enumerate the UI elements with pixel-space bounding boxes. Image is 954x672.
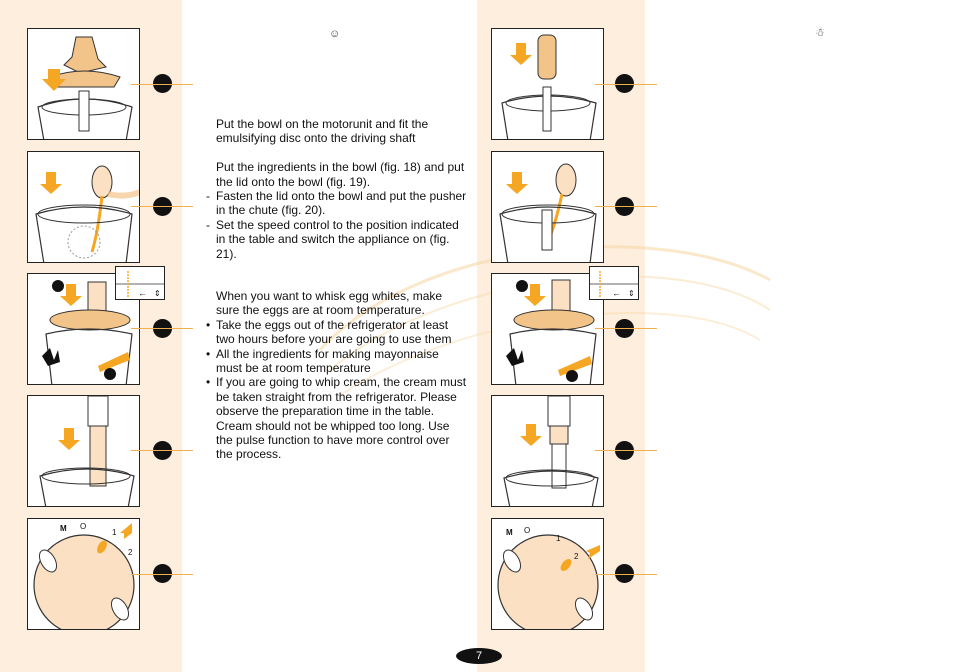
speed-table-inset-left: [115, 266, 165, 300]
page-number: 7: [456, 648, 502, 664]
dial-label-m: M: [506, 528, 513, 537]
dial-label-o: O: [524, 526, 531, 535]
leader-line: [131, 84, 193, 85]
arrow-left-icon: [98, 352, 130, 372]
dial-label-1: 1: [556, 534, 561, 543]
list-item: - Set the speed control to the position indicated in the table and switch the appliance on (fig. 21).: [206, 217, 459, 261]
dial-label-o: O: [80, 522, 87, 531]
figure-speed-dial-left: [27, 518, 140, 630]
speed-arrows-icon: ⇕: [154, 289, 161, 298]
arrow-left-icon: ←: [138, 288, 147, 298]
leader-line: [131, 328, 193, 329]
figure-speed-dial-right: [491, 518, 604, 630]
arrow-down-icon: [520, 424, 542, 446]
step-intro-2: Put the ingredients in the bowl (fig. 18) and put the lid onto the bowl (fig. 19).: [216, 160, 465, 189]
figure-fit-disc-left: [27, 28, 140, 140]
figure-pusher-left: [27, 395, 140, 507]
instructions-text: [206, 117, 468, 261]
leader-line: [131, 574, 193, 575]
step-intro-1: Put the bowl on the motorunit and fit the emulsifying disc onto the driving shaft: [216, 117, 429, 146]
leader-line: [595, 206, 657, 207]
leader-line: [595, 450, 657, 451]
tips-intro: When you want to whisk egg whites, make sure the eggs are at room temperature.: [216, 289, 443, 318]
list-item: • All the ingredients for making mayonnaise must be at room temperature: [206, 346, 439, 376]
arrow-left-icon: ←: [612, 288, 621, 298]
arrow-down-icon: [40, 172, 62, 194]
arrow-down-icon: [506, 172, 528, 194]
arrow-down-icon: [510, 43, 532, 65]
dial-label-m: M: [60, 524, 67, 533]
speed-arrows-icon: ⇕: [628, 289, 635, 298]
figure-fasten-lid-right: [491, 273, 604, 385]
leader-line: [595, 328, 657, 329]
leader-line: [595, 84, 657, 85]
figure-add-ingredients-left: [27, 151, 140, 263]
dial-label-2: 2: [128, 548, 133, 557]
list-item: • Take the eggs out of the refrigerator at least two hours before your are going to use them: [206, 317, 452, 347]
figure-fit-disc-right: [491, 28, 604, 140]
list-item: • If you are going to whip cream, the cream must be taken straight from the refrigerator. Please observe the preparation time in the table. Cream should not be whipped too long. Use the pulse function to have more control over the process.: [206, 375, 467, 462]
leader-line: [595, 574, 657, 575]
left-page-symbol-icon: ☺: [329, 28, 341, 40]
right-page-symbol-icon: ☃: [815, 27, 825, 39]
steps-list: [206, 189, 468, 261]
arrow-pointer-icon: [120, 523, 132, 539]
dial-label-1: 1: [112, 528, 117, 537]
leader-line: [131, 450, 193, 451]
arrow-down-icon: [42, 69, 66, 91]
tips-text: [206, 289, 468, 462]
list-item: - Fasten the lid onto the bowl and put the pusher in the chute (fig. 20).: [206, 189, 467, 218]
figure-pusher-right: [491, 395, 604, 507]
leader-line: [131, 206, 193, 207]
tips-list: [206, 318, 468, 462]
figure-add-ingredients-right: [491, 151, 604, 263]
speed-table-inset-right: [589, 266, 639, 300]
arrow-down-icon: [58, 428, 80, 450]
dial-label-2: 2: [574, 552, 579, 561]
